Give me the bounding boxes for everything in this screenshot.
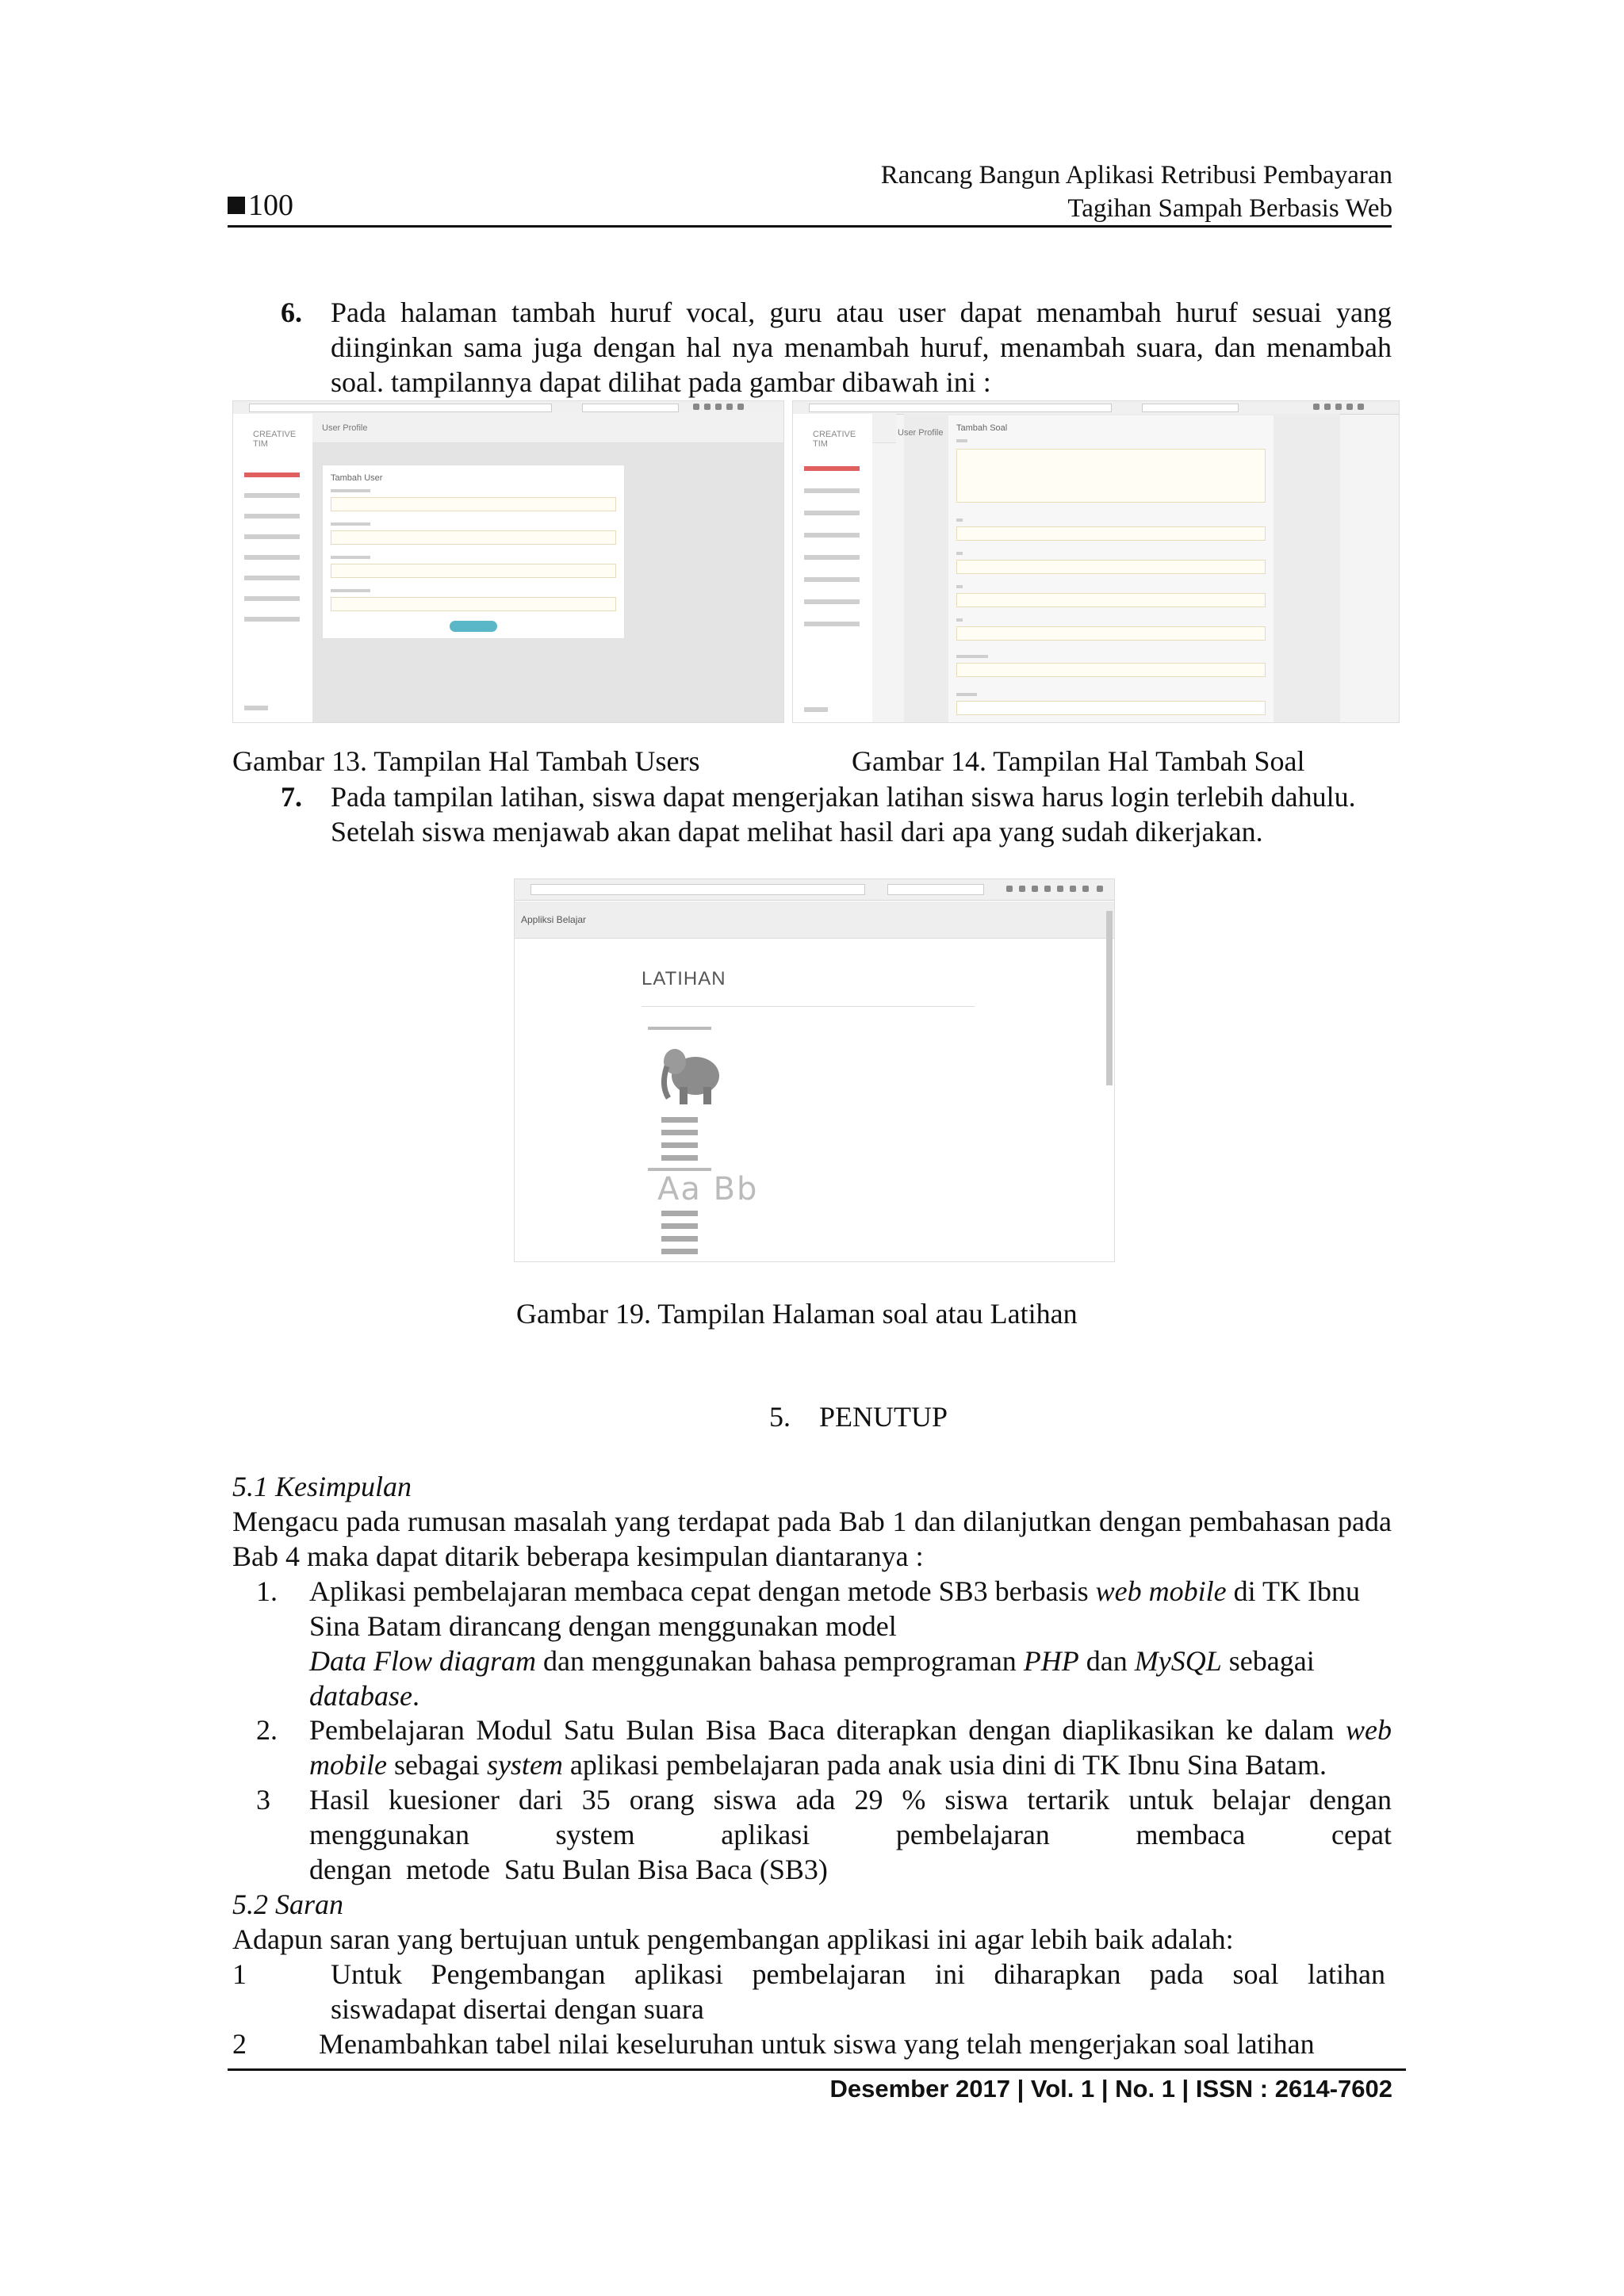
figure-14-screenshot — [792, 400, 1400, 723]
card-title: Tambah User — [331, 473, 383, 483]
item7-number: 7. — [281, 781, 302, 813]
figure-13-screenshot — [232, 400, 784, 723]
browser-address-bar — [515, 879, 1114, 901]
header-title-line2: Tagihan Sampah Berbasis Web — [1067, 194, 1392, 223]
square-bullet-icon — [228, 197, 245, 214]
subsection-kesimpulan: 5.1 Kesimpulan — [232, 1471, 412, 1502]
page-number — [228, 189, 293, 222]
page-topbar — [312, 414, 783, 443]
figure-19-screenshot — [514, 878, 1115, 1262]
saran-2-number: 2 — [232, 2028, 247, 2060]
saran-1-number: 1 — [232, 1958, 247, 1990]
figure-19-caption: Gambar 19. Tampilan Halaman soal atau Latihan — [516, 1298, 1078, 1330]
card-title: Tambah Soal — [956, 423, 1008, 433]
tambah-user-button — [450, 621, 497, 632]
sidebar-brand: CREATIVE TIM — [813, 430, 856, 449]
tambah-soal-card — [948, 415, 1274, 723]
app-sidebar — [793, 414, 872, 722]
item6-text: Pada halaman tambah huruf vocal, guru atau user dapat menambah huruf sesuai yang diinginkan sama juga dengan hal nya menambah huruf, menambah suara, dan menambah soal. tampilannya dapat dilihat pada gambar dibawah ini : — [331, 297, 1392, 398]
saran-intro: Adapun saran yang bertujuan untuk pengembangan applikasi ini agar lebih baik adalah: — [232, 1923, 1234, 1955]
section-heading: 5. PENUTUP — [769, 1401, 948, 1433]
header-title-line1: Rancang Bangun Aplikasi Retribusi Pembayaran — [880, 161, 1392, 189]
item7-text: Pada tampilan latihan, siswa dapat mengerjakan latihan siswa harus login terlebih dahulu. Setelah siswa menjawab akan dapat melihat hasil dari apa yang sudah dikerjakan. — [331, 781, 1356, 848]
running-header — [881, 159, 1392, 225]
kesimpulan-1-number: 1. — [256, 1575, 278, 1607]
app-sidebar — [233, 414, 312, 722]
latihan-heading: LATIHAN — [642, 968, 726, 989]
saran-1-text: Untuk Pengembangan aplikasi pembelajaran ini diharapkan pada soal latihan — [331, 1958, 1385, 1990]
kesimpulan-3-text-end: dengan metode Satu Bulan Bisa Baca (SB3) — [309, 1854, 828, 1885]
kesimpulan-2-number: 2. — [256, 1714, 278, 1746]
kesimpulan-3-number: 3 — [256, 1784, 270, 1816]
kesimpulan-intro: Mengacu pada rumusan masalah yang terdapat pada Bab 1 dan dilanjutkan dengan pembahasan pada Bab 4 maka dapat ditarik beberapa kesimpulan diantaranya : — [232, 1506, 1392, 1572]
item6-number: 6. — [281, 297, 302, 328]
letters-image: Aa Bb — [657, 1171, 759, 1207]
saran-1-text-end: siswadapat disertai dengan suara — [331, 1993, 704, 2025]
topbar-title: User Profile — [322, 423, 368, 433]
figure-13-caption: Gambar 13. Tampilan Hal Tambah Users — [232, 745, 700, 777]
app-title: Appliksi Belajar — [521, 914, 587, 925]
kesimpulan-1-text: Aplikasi pembelajaran membaca cepat dengan metode SB3 berbasis web mobile di TK Ibnu Sina Batam dirancang dengan menggunakan model Data Flow diagram dan menggunakan bahasa pemprograman PHP dan MySQL sebagai database. — [309, 1575, 1360, 1712]
kesimpulan-3-text: Hasil kuesioner dari 35 orang siswa ada 29 % siswa tertarik untuk belajar dengan menggunakan system aplikasi pembelajaran membaca cepat — [309, 1784, 1392, 1850]
footer-rule — [228, 2068, 1406, 2071]
tambah-user-card — [322, 465, 625, 639]
app-header — [515, 901, 1114, 939]
figure-14-caption: Gambar 14. Tampilan Hal Tambah Soal — [852, 745, 1305, 777]
subsection-saran: 5.2 Saran — [232, 1888, 344, 1920]
topbar-title: User Profile — [898, 428, 944, 438]
page-number-text: 100 — [248, 189, 293, 222]
scrollbar — [1106, 911, 1113, 1085]
footer-journal-info: Desember 2017 | Vol. 1 | No. 1 | ISSN : 2614-7602 — [829, 2075, 1392, 2103]
saran-2-text: Menambahkan tabel nilai keseluruhan untuk siswa yang telah mengerjakan soal latihan — [319, 2028, 1315, 2060]
browser-address-bar — [793, 401, 1399, 415]
kesimpulan-2-text: Pembelajaran Modul Satu Bulan Bisa Baca diterapkan dengan diaplikasikan ke dalam web mobile sebagai system aplikasi pembelajaran pada anak usia dini di TK Ibnu Sina Batam. — [309, 1714, 1392, 1781]
header-rule — [228, 225, 1392, 228]
sidebar-brand: CREATIVE TIM — [253, 430, 297, 449]
browser-address-bar — [233, 401, 783, 415]
elephant-image — [657, 1038, 729, 1109]
